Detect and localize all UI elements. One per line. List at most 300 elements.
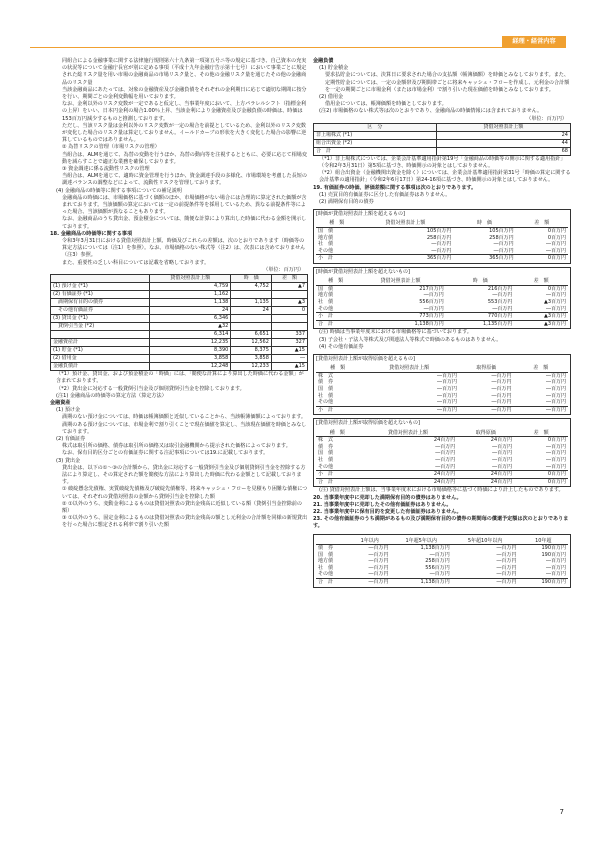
table-cell: ―百万円 — [359, 406, 459, 413]
table-cell: 債 券 — [318, 545, 334, 552]
table-row — [316, 379, 568, 386]
table-cell: 44 — [436, 139, 570, 147]
table-cell: 地方債 — [318, 558, 334, 565]
data-table — [313, 123, 571, 156]
paragraph: ② ①以外のうち、変動金利によるものは貸借対照表の貸出金残高に近似している額（貸倒引当金控除前の額） — [62, 500, 302, 514]
paragraph: (注) 時価は当事業年度末における市場価格等に基づいております。 — [319, 329, 472, 336]
table-cell: ▲32 — [150, 323, 231, 331]
table-cell: 債 券 — [318, 379, 334, 386]
table-cell: ―百万円 — [436, 385, 457, 392]
table-cell: 3,858 — [150, 355, 231, 363]
table-row — [316, 292, 568, 299]
table-cell: 12,248 — [150, 363, 231, 371]
table-cell — [51, 331, 150, 339]
table-cell: (1) 貯金 (*1) — [51, 347, 150, 355]
table-row — [316, 306, 568, 313]
table-row — [316, 571, 568, 578]
table-cell: ―百万円 — [513, 406, 568, 413]
table-cell: ―百万円 — [349, 579, 391, 586]
table-cell: ▲3百万円 — [514, 313, 568, 321]
paragraph: 当組合は、ALMを通じて、適時に資金管理を行うほか、資金調達手段の多様化、市場環境を考慮した長短の調達バランスの調整などによって、流動性リスクを管理しております。 — [62, 173, 307, 187]
paragraph: 令和3年3月31日における貸借対照表計上額、時価及びこれらの差額は、次のとおりであります（時価等の算定方法については（注1）を参照）。なお、市場価格のない株式等（注2）は、次表には含めておりません（注3）参照。 — [62, 238, 306, 259]
table-cell: ―百万円 — [545, 292, 566, 299]
table-cell: 国 債 — [318, 385, 334, 392]
section-tab: 経理・経営内容 — [502, 36, 566, 47]
table-cell: 社 債 — [318, 392, 334, 399]
table-cell: その他 — [318, 305, 334, 312]
table-cell — [271, 323, 307, 331]
table-cell: ―百万円 — [435, 443, 456, 450]
column-header: 種 類 — [316, 430, 359, 437]
paragraph: (2) 満期保有目的の債券 — [319, 199, 374, 206]
paragraph: (1) 売買目的有価証券に区分した有価証券はありません。 — [319, 191, 451, 198]
table-row — [316, 406, 568, 413]
table-cell: 0百万円 — [547, 234, 566, 241]
table-cell: ―百万円 — [492, 463, 513, 470]
table-cell: ―百万円 — [492, 292, 513, 299]
table-row — [314, 147, 571, 155]
table-cell: 0 — [271, 307, 307, 315]
table-row — [51, 299, 308, 307]
table-cell: 小 計 — [316, 313, 355, 321]
table-row — [316, 313, 568, 321]
table-cell: 3,858 — [231, 355, 272, 363]
table-cell: 債 券 — [318, 443, 334, 450]
paragraph: (4) 金融商品の時価等に関する事項についての補足説明 — [56, 187, 182, 194]
table-cell: ▲3 — [271, 299, 307, 307]
table-cell: 190百万円 — [519, 579, 568, 586]
table-title: [時価が貸借対照表計上額を超えるもの] — [316, 211, 405, 218]
paragraph: （*1）非上場株式については、企業会計基準適用指針第19号「金融商品の時価等の開示に関する適用指針」（令和2年3月31日）第5項に基づき、時価開示の対象とはしておりません。 — [319, 155, 566, 170]
header-rule — [30, 47, 566, 48]
column-header: 貸借対照表計上額 — [436, 123, 570, 131]
paragraph: 18. 金融商品の時価等に関する事項 — [50, 230, 133, 237]
table-cell: 12,562 — [231, 339, 272, 347]
table-cell: ―百万円 — [493, 241, 514, 248]
paragraph: （*2）組合出資金（金融機関出資金を除く）については、企業会計基準適用指針第31号「時価の算定に関する会計基準の適用指針」（令和2年6月17日）第24-16項に基づき、時価開示の対象とはしておりません。 — [319, 170, 571, 184]
table-cell: ▲7 — [271, 283, 307, 291]
column-header: 種 類 — [316, 365, 359, 372]
table-cell: 190百万円 — [541, 551, 566, 558]
table-cell: 1,162 — [150, 291, 231, 299]
securities-table-box — [313, 209, 571, 264]
table-cell: ―百万円 — [436, 372, 457, 379]
paragraph: 19. 有価証券の時価、評価差額に関する事項は次のとおりであります。 — [313, 184, 477, 191]
table-cell: ―百万円 — [452, 579, 519, 586]
paragraph: また、重要性の乏しい科目については記載を省略しております。 — [62, 259, 210, 266]
column-header: 1年超5年以内 — [391, 538, 452, 545]
table-cell: ―百万円 — [493, 247, 514, 254]
table-cell: 24百万円 — [490, 437, 513, 444]
table-cell: 105百万円 — [426, 228, 452, 235]
table-row — [316, 248, 568, 255]
table-cell: ―百万円 — [435, 456, 456, 463]
data-table — [50, 274, 308, 371]
table-row — [314, 131, 571, 139]
paragraph: ③ 資金調達に係る流動性リスクの管理 — [62, 166, 150, 173]
table-cell: 1,135百万円 — [446, 320, 515, 327]
column-header: 貸借対照表計上額 — [357, 220, 453, 227]
table-cell: その他 — [318, 247, 334, 254]
table-cell: その他 — [318, 399, 334, 406]
table-cell: ―百万円 — [545, 399, 566, 406]
table-cell: 合 計 — [316, 579, 349, 586]
table-cell: 社 債 — [318, 241, 334, 248]
table-cell: その他有価証券 — [51, 307, 150, 315]
table-row — [51, 347, 308, 355]
table-cell: 24百万円 — [457, 471, 514, 479]
table-cell: 24 — [150, 307, 231, 315]
table-cell: ―百万円 — [545, 571, 566, 578]
column-header: 時 価 — [446, 278, 515, 285]
table-cell: ―百万円 — [545, 456, 566, 463]
table-cell: 327 — [271, 339, 307, 347]
table-cell: ―百万円 — [491, 379, 512, 386]
paragraph: 要求払貯金については、決算日に要求された場合の支払額（帳簿価額）を時価とみなしております。また、定期性貯金については、一定の金額帯及び期間帯ごとに将来キャッシュ・フローを作成し、元利金の合計額を一定の期間ごとに市場金利（または市場金利）で割り引いた現在価値を時価とみなしております。 — [325, 72, 570, 93]
table-cell: 105百万円 — [489, 228, 514, 235]
table-cell: ―百万円 — [492, 443, 513, 450]
table-cell: その他 — [318, 463, 334, 470]
column-header: 貸借対照表計上額 — [355, 278, 446, 285]
paragraph: （*2）貸出金に対応する一般貸倒引当金及び個別貸倒引当金を控除しております。 — [56, 385, 245, 392]
table-cell: 株 式 — [318, 437, 334, 444]
securities-table-box — [313, 418, 571, 487]
table-row — [316, 228, 568, 235]
table-cell — [231, 315, 272, 323]
data-table — [316, 220, 568, 262]
table-cell: ―百万円 — [423, 305, 444, 312]
paragraph: 同組合による金融事業に関する法律施行規則第六十九条第一項第五号ニ等の規定に基づき、自己資本の充実の状況等について金融庁長官が別に定める事項（平成十九年金融庁告示第十七号）において事業ごとに規定された総リスク量を用い市場の金融商品の市場リスク量と、その他の金融リスク量を通じたその他の金融商品のリスク量 — [62, 58, 307, 86]
table-cell: 0百万円 — [514, 478, 568, 485]
table-cell: 190百万円 — [541, 545, 566, 552]
table-cell: 1,138 — [150, 299, 231, 307]
table-cell: ―百万円 — [491, 399, 512, 406]
data-table — [316, 430, 568, 486]
table-cell: ―百万円 — [435, 450, 456, 457]
table-cell: ―百万円 — [545, 241, 566, 248]
table-cell: 6,314 — [150, 331, 231, 339]
paragraph: ただし、当該リスク量は金利以外のリスク変数が一定の場合を前提としているため、金利以外のリスク変数が変化した場合のリスク量は算定しておりません。イールドカーブの形状を大きく変化した場合の影響に逆算しているものではありません。 — [62, 122, 307, 144]
table-cell: 556百万円 — [425, 564, 450, 571]
table-row — [316, 457, 568, 464]
table-row — [316, 464, 568, 471]
paragraph: 金融商品の時価には、市場価格に基づく価額のほか、市場価格がない場合には合理的に算定された価額が含まれております。当該価額の算定においては一定の前提条件等を採用しているため、異なる前提条件等によった場合、当該価額が異なることもあります。 — [62, 194, 307, 216]
table-cell: ―百万円 — [368, 564, 389, 571]
table-cell: 770百万円 — [446, 313, 515, 321]
data-table — [316, 365, 568, 413]
table-cell: ―百万円 — [492, 305, 513, 312]
table-cell: 0百万円 — [514, 471, 568, 479]
table-cell — [231, 291, 272, 299]
table-cell: (1) 預け金 (*1) — [51, 283, 150, 291]
table-cell: 合 計 — [314, 147, 437, 155]
table-row — [51, 339, 308, 347]
table-cell: ―百万円 — [429, 551, 450, 558]
table-cell: ―百万円 — [545, 372, 566, 379]
table-cell: ―百万円 — [545, 443, 566, 450]
table-cell: ―百万円 — [436, 399, 457, 406]
securities-table-box — [313, 354, 571, 415]
table-row — [316, 399, 568, 406]
table-cell: 12,235 — [150, 339, 231, 347]
column-header: 10年超 — [519, 538, 568, 545]
table-row — [51, 323, 308, 331]
table-cell: 満期保有目的の債券 — [51, 299, 150, 307]
table-cell: 社 債 — [318, 456, 334, 463]
column-header — [316, 538, 349, 545]
table-row — [316, 579, 568, 586]
table-cell: 小 計 — [316, 406, 359, 413]
column-header: 1年以内 — [349, 538, 391, 545]
column-header: 貸借対照表計上額 — [150, 275, 231, 283]
table-cell: ―百万円 — [429, 571, 450, 578]
paragraph: (2) 有価証券 — [56, 435, 86, 442]
table-cell: 24百万円 — [359, 478, 458, 485]
paragraph: 20. 当事業年度中に売却した満期保有目的の債券はありません。 — [313, 494, 462, 501]
table-cell: ―百万円 — [545, 558, 566, 565]
table-cell: ―百万円 — [459, 406, 513, 413]
table-cell: 24百万円 — [359, 471, 458, 479]
table-cell: ―百万円 — [492, 450, 513, 457]
column-header: 取得原価 — [459, 365, 513, 372]
table-row — [316, 437, 568, 444]
paragraph: 貸出金は、以下の①〜③の合計額から、貸出金に対応する一般貸倒引当金及び個別貸倒引当金を控除する方法により算定し、その算定された額を簡便な方法により算出した時価に代わる金額として記載しております。 — [62, 464, 306, 486]
table-cell: 地方債 — [318, 234, 334, 241]
table-cell: ―百万円 — [368, 545, 389, 552]
table-cell: 553百万円 — [487, 299, 513, 305]
table-row — [316, 558, 568, 565]
table-cell: 社 債 — [318, 299, 334, 305]
paragraph: なお、金利以外のリスク変数が一定であると仮定し、当事業年度において、上方パラレルシフト（指標金利の上昇）をいい、日本円金利の場合1.00％上昇、当該金利により金融資産及び金融負債の時価は、時価は153百万円減少するものと推測しております。 — [62, 101, 307, 122]
table-cell: ―百万円 — [545, 564, 566, 571]
paragraph: (4) その他有価証券 — [319, 343, 364, 350]
table-cell: ―百万円 — [545, 385, 566, 392]
table-cell: (2) 有価証券 (*1) — [51, 291, 150, 299]
paragraph: 21. 当事業年度中に売却したその他有価証券はありません。 — [313, 501, 452, 508]
table-cell: 258百万円 — [489, 234, 514, 241]
table-cell: ―百万円 — [545, 305, 566, 312]
table-cell: ―百万円 — [431, 247, 452, 254]
table-cell: 6,651 — [231, 331, 272, 339]
table-cell: 365百万円 — [357, 255, 453, 262]
paragraph: ② 為替リスクの管理（市場リスクの管理） — [62, 144, 160, 151]
table-row — [316, 450, 568, 457]
table-cell: 0百万円 — [547, 285, 566, 292]
table-title: [貸借対照表計上額が取得原価を超えるもの] — [316, 355, 415, 362]
table-cell: ▲3百万円 — [514, 320, 568, 327]
paragraph: なお、保有目的区分ごとの有価証券に関する注記事項については19.に記載しております。 — [62, 450, 269, 457]
table-cell: 68 — [436, 147, 570, 155]
paragraph: 当該金融商品にあたっては、対象の金融資産及び金融負債をそれぞれの金利期日に応じて適切な期間に按分を行い、期間ごとの金利変動幅を用いております。 — [62, 86, 307, 101]
paragraph: (1) 預け金 — [56, 407, 81, 414]
data-table — [316, 538, 568, 586]
data-table — [316, 278, 568, 327]
table-row — [51, 307, 308, 315]
column-header: 差 額 — [514, 430, 568, 437]
table-cell: 4,752 — [231, 283, 272, 291]
column-header: 種 類 — [316, 220, 357, 227]
column-header: 貸借対照表計上額 — [359, 365, 459, 372]
table-row — [316, 255, 568, 262]
paragraph: 借用金については、帳簿価額を時価としております。 — [325, 101, 447, 108]
paragraph: 当組合は、ALMを通じて、為替の変動を行うほか、為替の動向等を注視するとともに、必要に応じて相場変動を減らすことで適正な業務を確保しております。 — [62, 151, 307, 165]
table-cell: (2) 借用金 — [51, 355, 150, 363]
table-cell: ―百万円 — [491, 372, 512, 379]
table-cell: ―百万円 — [368, 551, 389, 558]
table-row — [51, 355, 308, 363]
table-cell — [231, 323, 272, 331]
paragraph: （*1）預け金、貸出金、および預金積金の「時価」には、「簡便な計算により算出した時価に代わる金額」が含まれております。 — [56, 371, 304, 385]
right-column — [313, 58, 571, 588]
table-cell: 小 計 — [316, 471, 359, 479]
table-cell: 金融資産計 — [51, 339, 150, 347]
table-cell: 1,138百万円 — [355, 320, 446, 327]
table-cell: ―百万円 — [496, 558, 517, 565]
table-cell: ▲15 — [271, 347, 307, 355]
table-cell: ▲15 — [271, 363, 307, 371]
table-cell: 合 計 — [316, 320, 355, 327]
table-cell: 365百万円 — [453, 255, 515, 262]
table-cell: 株 式 — [318, 372, 334, 379]
paragraph: (3) 子会社・子法人等株式及び関連法人等株式で時価のあるものはありません。 — [319, 336, 502, 343]
paragraph: 株式は取引所の価格、債券は取引所の価格又は取引金融機関から提示された価格によっております。 — [62, 443, 291, 450]
table-cell: ―百万円 — [492, 456, 513, 463]
table-cell: 小 計 — [316, 255, 357, 262]
table-cell: ―百万円 — [496, 564, 517, 571]
column-header: 差 額 — [516, 220, 568, 227]
table-cell: 337 — [271, 331, 307, 339]
table-cell: ―百万円 — [368, 558, 389, 565]
left-column — [50, 58, 308, 530]
table-cell: ―百万円 — [496, 571, 517, 578]
paragraph: 満期のない預け金については、時価は帳簿価額と近似していることから、当該帳簿価額によっております。満期のある預け金については、市場金利で割り引くことで現在価値を算定し、当該現在価値を時価とみなしております。 — [62, 414, 307, 435]
table-cell: ―百万円 — [423, 292, 444, 299]
paragraph: なお、金融商品のうち貸出金、預金積金については、簡便な計算により算出した時価に代わる金額を開示しております。 — [62, 216, 307, 230]
table-cell: 国 債 — [318, 551, 334, 558]
table-cell: ―百万円 — [491, 392, 512, 399]
table-cell: 6,346 — [150, 315, 231, 323]
column-header: 時 価 — [231, 275, 272, 283]
table-cell: 1,135 — [231, 299, 272, 307]
page-number: 7 — [559, 808, 564, 816]
table-cell: ―百万円 — [545, 379, 566, 386]
table-cell: 0百万円 — [547, 228, 566, 235]
paragraph: 22. 当事業年度中に保有目的を変更した有価証券はありません。 — [313, 508, 462, 515]
column-header: 取得原価 — [457, 430, 514, 437]
table-cell: 556百万円 — [419, 299, 444, 305]
table-cell: 24百万円 — [433, 437, 456, 444]
table-cell: ―百万円 — [545, 247, 566, 254]
paragraph: 金融資産 — [50, 399, 71, 406]
table-cell: 258百万円 — [425, 558, 450, 565]
table-row — [316, 299, 568, 306]
column-header: 差 額 — [514, 278, 568, 285]
table-cell: 国 債 — [318, 285, 334, 292]
paragraph: (3) 貸出金 — [56, 457, 81, 464]
table-row — [316, 545, 568, 552]
column-header — [51, 275, 150, 283]
paragraph: 金融負債 — [313, 58, 334, 64]
securities-table-box — [313, 534, 571, 588]
table-cell: 1,138百万円 — [391, 579, 452, 586]
column-header: 区 分 — [314, 123, 437, 131]
table-cell: 社 債 — [318, 564, 334, 571]
table-cell: ―百万円 — [491, 385, 512, 392]
table-cell: 0百万円 — [547, 437, 566, 444]
table-cell: 12,233 — [231, 363, 272, 371]
table-cell: ―百万円 — [436, 392, 457, 399]
table-title: [貸借対照表計上額が取得原価を超えないもの] — [316, 420, 420, 427]
table-cell: 1,138百万円 — [420, 545, 450, 552]
table-cell: 地方債 — [318, 292, 334, 299]
table-cell: 合 計 — [316, 478, 359, 485]
table-cell: ―百万円 — [496, 551, 517, 558]
paragraph: ① 破綻懸念先債権、実質破綻先債権及び破綻先債権等、将来キャッシュ・フローを見積もり困難な債権については、それぞれの貸借対照表の金額から貸倒引当金を控除した額 — [62, 486, 308, 500]
column-header: 時 価 — [453, 220, 515, 227]
table-cell: 貸倒引当金 (*2) — [51, 323, 150, 331]
table-row — [51, 331, 308, 339]
paragraph: ③ ①以外のうち、固定金利によるものは貸借対照表の貸出金残高の額とし元利金の合計額を同様の新規貸出を行った場合に想定される利率で割り引いた額 — [62, 515, 308, 529]
table-cell: 773百万円 — [355, 313, 446, 321]
table-cell: ▲3百万円 — [543, 299, 566, 305]
table-cell — [271, 291, 307, 299]
paragraph: 23. その他有価証券のうち満期があるもの及び満期保有目的の債券の期間毎の償還予定額は次のとおりであります。 — [313, 516, 569, 530]
table-cell: 24百万円 — [457, 478, 514, 485]
paragraph: (注) 貸借対照表計上額は、当事業年度末における市場価格等に基づく時価により計上したものであります。 — [319, 487, 564, 494]
table-row — [314, 139, 571, 147]
table-cell: 217百万円 — [419, 285, 444, 292]
table-cell: ―百万円 — [545, 392, 566, 399]
table-cell: 24 — [231, 307, 272, 315]
table-cell: 4,759 — [150, 283, 231, 291]
paragraph: (注1) 金融商品の時価等の算定方法（算定方法） — [56, 392, 167, 399]
table-cell: 216百万円 — [487, 285, 513, 292]
table-cell: ―百万円 — [435, 463, 456, 470]
table-row — [51, 283, 308, 291]
column-header: 貸借対照表計上額 — [359, 430, 458, 437]
table-cell: 非上場株式 (*1) — [314, 131, 437, 139]
column-header: 種 類 — [316, 278, 355, 285]
table-row — [316, 471, 568, 479]
paragraph: (注2) 市場価格のない株式等は次のとおりであり、金融商品の時価情報には含まれておりません。 — [319, 108, 543, 115]
units-label: （単位：百万円） — [526, 115, 567, 122]
table-cell: (3) 貸出金 (*1) — [51, 315, 150, 323]
table-cell: 金融負債計 — [51, 363, 150, 371]
paragraph: (2) 借用金 — [319, 94, 344, 101]
paragraph: (1) 貯金積金 — [319, 65, 349, 72]
table-row — [316, 241, 568, 248]
table-cell: ―百万円 — [436, 379, 457, 386]
table-title: [時価が貸借対照表計上額を超えないもの] — [316, 269, 410, 276]
table-cell: 国 債 — [318, 450, 334, 457]
table-cell: 24 — [436, 131, 570, 139]
table-cell: 8,390 — [150, 347, 231, 355]
table-cell: 0百万円 — [516, 255, 568, 262]
column-header: 差 額 — [271, 275, 307, 283]
table-cell — [271, 315, 307, 323]
table-row — [316, 478, 568, 485]
column-header: 差 額 — [513, 365, 568, 372]
table-row — [51, 315, 308, 323]
table-cell: ―百万円 — [545, 463, 566, 470]
table-row — [51, 291, 308, 299]
securities-table-box — [313, 267, 571, 329]
table-row — [51, 363, 308, 371]
table-cell: ―百万円 — [431, 241, 452, 248]
column-header: 5年超10年以内 — [452, 538, 519, 545]
table-cell: ―百万円 — [368, 571, 389, 578]
table-cell: ―百万円 — [545, 450, 566, 457]
